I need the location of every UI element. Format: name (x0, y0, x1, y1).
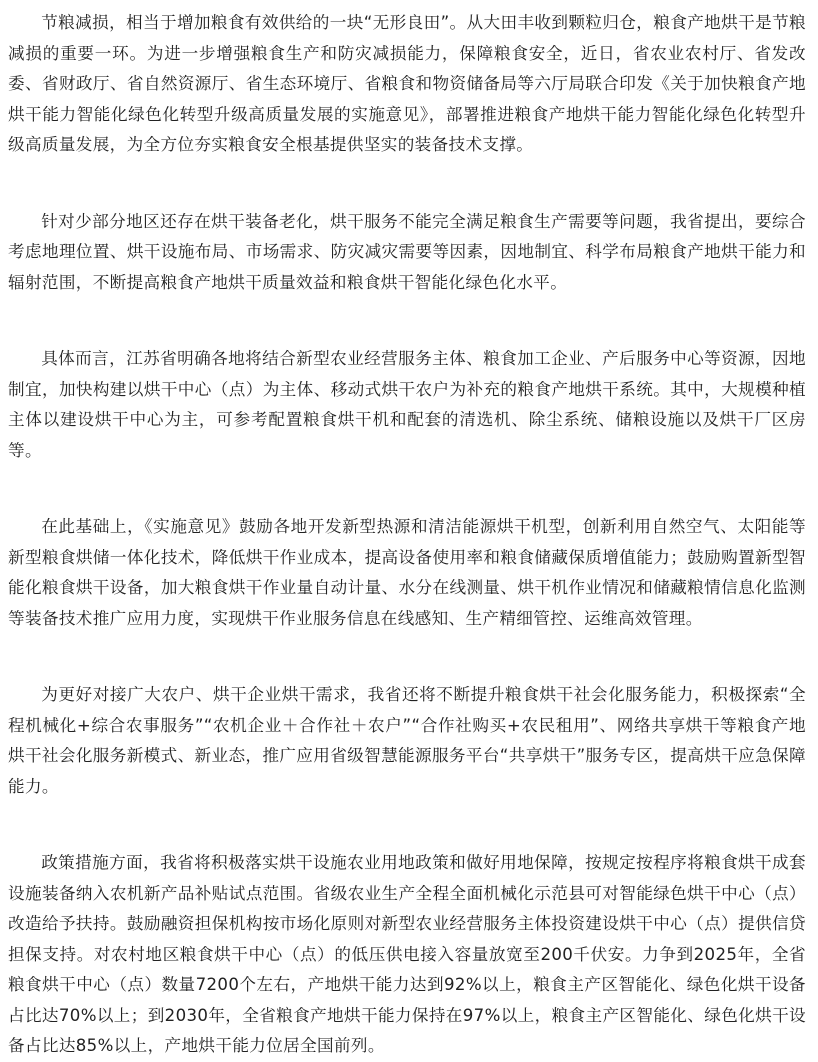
paragraph-technology: 在此基础上，《实施意见》鼓励各地开发新型热源和清洁能源烘干机型，创新利用自然空气、太阳能等新型粮食烘储一体化技术，降低烘干作业成本，提高设备使用率和粮食储藏保质增值能力；鼓励购置新型智能化粮食烘干设备，加大粮食烘干作业量自动计量、水分在线测量、烘干机作业情况和储藏粮情信息化监测等装备技术推广应用力度，实现烘干作业服务信息在线感知、生产精细管控、运维高效管理。 (8, 517, 806, 628)
paragraph-services: 为更好对接广大农户、烘干企业烘干需求，我省还将不断提升粮食烘干社会化服务能力，积极探索“全程机械化+综合农事服务”“农机企业＋合作社＋农户”“合作社购买+农民租用”、网络共享烘干等粮食产地烘干社会化服务新模式、新业态，推广应用省级智慧能源服务平台“共享烘干”服务专区，提高烘干应急保障能力。 (8, 685, 806, 796)
paragraph-policy: 政策措施方面，我省将积极落实烘干设施农业用地政策和做好用地保障，按规定按程序将粮食烘干成套设施装备纳入农机新产品补贴试点范围。省级农业生产全程全面机械化示范县可对智能绿色烘干中心（点）改造给予扶持。鼓励融资担保机构按市场化原则对新型农业经营服务主体投资建设烘干中心（点）提供信贷担保支持。对农村地区粮食烘干中心（点）的低压供电接入容量放宽至200千伏安。力争到2025年，全省粮食烘干中心（点）数量7200个左右，产地烘干能力达到92%以上，粮食主产区智能化、绿色化烘干设备占比达70%以上；到2030年，全省粮食产地烘干能力保持在97%以上，粮食主产区智能化、绿色化烘干设备占比达85%以上，产地烘干能力位居全国前列。 (8, 853, 806, 1055)
paragraph-intro: 节粮减损，相当于增加粮食有效供给的一块“无形良田”。从大田丰收到颗粒归仓，粮食产地烘干是节粮减损的重要一环。为进一步增强粮食生产和防灾减损能力，保障粮食安全，近日，省农业农村厅、省发改委、省财政厅、省自然资源厅、省生态环境厅、省粮食和物资储备局等六厅局联合印发《关于加快粮食产地烘干能力智能化绿色化转型升级高质量发展的实施意见》，部署推进粮食产地烘干能力智能化绿色化转型升级高质量发展，为全方位夯实粮食安全根基提供坚实的装备技术支撑。 (8, 13, 806, 154)
paragraph-specifics: 具体而言，江苏省明确各地将结合新型农业经营服务主体、粮食加工企业、产后服务中心等资源，因地制宜，加快构建以烘干中心（点）为主体、移动式烘干农户为补充的粮食产地烘干系统。其中，大规模种植主体以建设烘干中心为主，可参考配置粮食烘干机和配套的清选机、除尘系统、储粮设施以及烘干厂区房等。 (8, 349, 806, 460)
paragraph-problems: 针对少部分地区还存在烘干装备老化，烘干服务不能完全满足粮食生产需要等问题，我省提出，要综合考虑地理位置、烘干设施布局、市场需求、防灾减灾需要等因素，因地制宜、科学布局粮食产地烘干能力和辐射范围，不断提高粮食产地烘干质量效益和粮食烘干智能化绿色化水平。 (8, 211, 806, 292)
